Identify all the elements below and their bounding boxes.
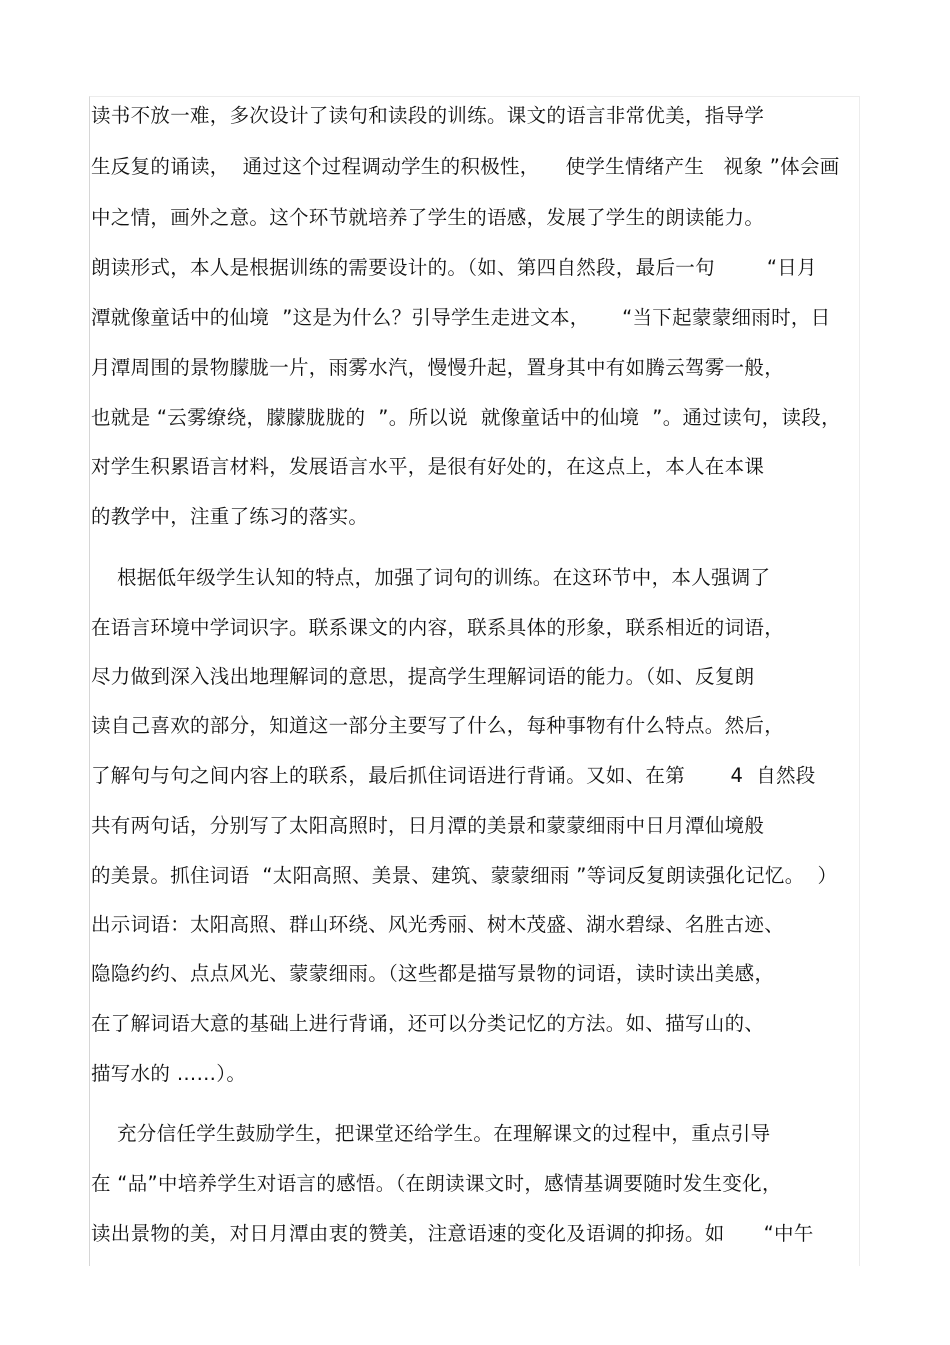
text-line: 的教学中，注重了练习的落实。	[91, 505, 369, 528]
text-line: 也就是 “云雾缭绕，朦朦胧胧的 ”。所以说 就像童话中的仙境 ”。通过读句，读段，	[91, 406, 841, 429]
text-line: 共有两句话，分别写了太阳高照时，日月潭的美景和蒙蒙细雨中日月潭仙境般	[91, 814, 765, 837]
text-line: 生反复的诵读， 通过这个过程调动学生的积极性， 使学生情绪产生 视象 ”体会画	[91, 155, 840, 178]
text-line: 隐隐约约、点点风光、蒙蒙细雨。（这些都是描写景物的词语，读时读出美感，	[91, 962, 775, 985]
text-line: 在语言环境中学词识字。联系课文的内容，联系具体的形象，联系相近的词语，	[91, 616, 785, 639]
text-line: 读出景物的美，对日月潭由衷的赞美，注意语速的变化及语调的抑扬。如 “中午	[91, 1222, 814, 1245]
text-line: 在 “品”中培养学生对语言的感悟。（在朗读课文时，感情基调要随时发生变化，	[91, 1172, 782, 1195]
paragraph-start: 充分信任学生鼓励学生，把课堂还给学生。在理解课文的过程中，重点引导	[91, 1122, 771, 1145]
text-line: 读书不放一难，多次设计了读句和读段的训练。课文的语言非常优美，指导学	[91, 104, 765, 127]
text-line: 潭就像童话中的仙境 ”这是为什么？引导学生走进文本， “当下起蒙蒙细雨时，日	[91, 306, 831, 329]
text-line: 中之情，画外之意。这个环节就培养了学生的语感，发展了学生的朗读能力。	[91, 206, 765, 229]
text-line: 尽力做到深入浅出地理解词的意思，提高学生理解词语的能力。（如、反复朗	[91, 665, 755, 688]
paragraph-start: 根据低年级学生认知的特点，加强了词句的训练。在这环节中，本人强调了	[91, 566, 771, 589]
text-line: 对学生积累语言材料，发展语言水平，是很有好处的，在这点上，本人在本课	[91, 455, 765, 478]
text-line: 的美景。抓住词语 “太阳高照、美景、建筑、蒙蒙细雨 ”等词反复朗读强化记忆。 ）	[91, 864, 838, 887]
text-line: 月潭周围的景物朦胧一片，雨雾水汽，慢慢升起，置身其中有如腾云驾雾一般，	[91, 356, 785, 379]
text-line: 朗读形式，本人是根据训练的需要设计的。（如、第四自然段，最后一句 “日月	[91, 256, 817, 279]
text-line: 在了解词语大意的基础上进行背诵，还可以分类记忆的方法。如、描写山的、	[91, 1012, 765, 1035]
text-line: 出示词语：太阳高照、群山环绕、风光秀丽、树木茂盛、湖水碧绿、名胜古迹、	[91, 913, 785, 936]
text-line: 了解句与句之间内容上的联系，最后抓住词语进行背诵。又如、在第 4 自然段	[91, 764, 816, 787]
text-line: 描写水的 ……）。	[91, 1062, 247, 1085]
text-line: 读自己喜欢的部分，知道这一部分主要写了什么，每种事物有什么特点。然后，	[91, 714, 785, 737]
